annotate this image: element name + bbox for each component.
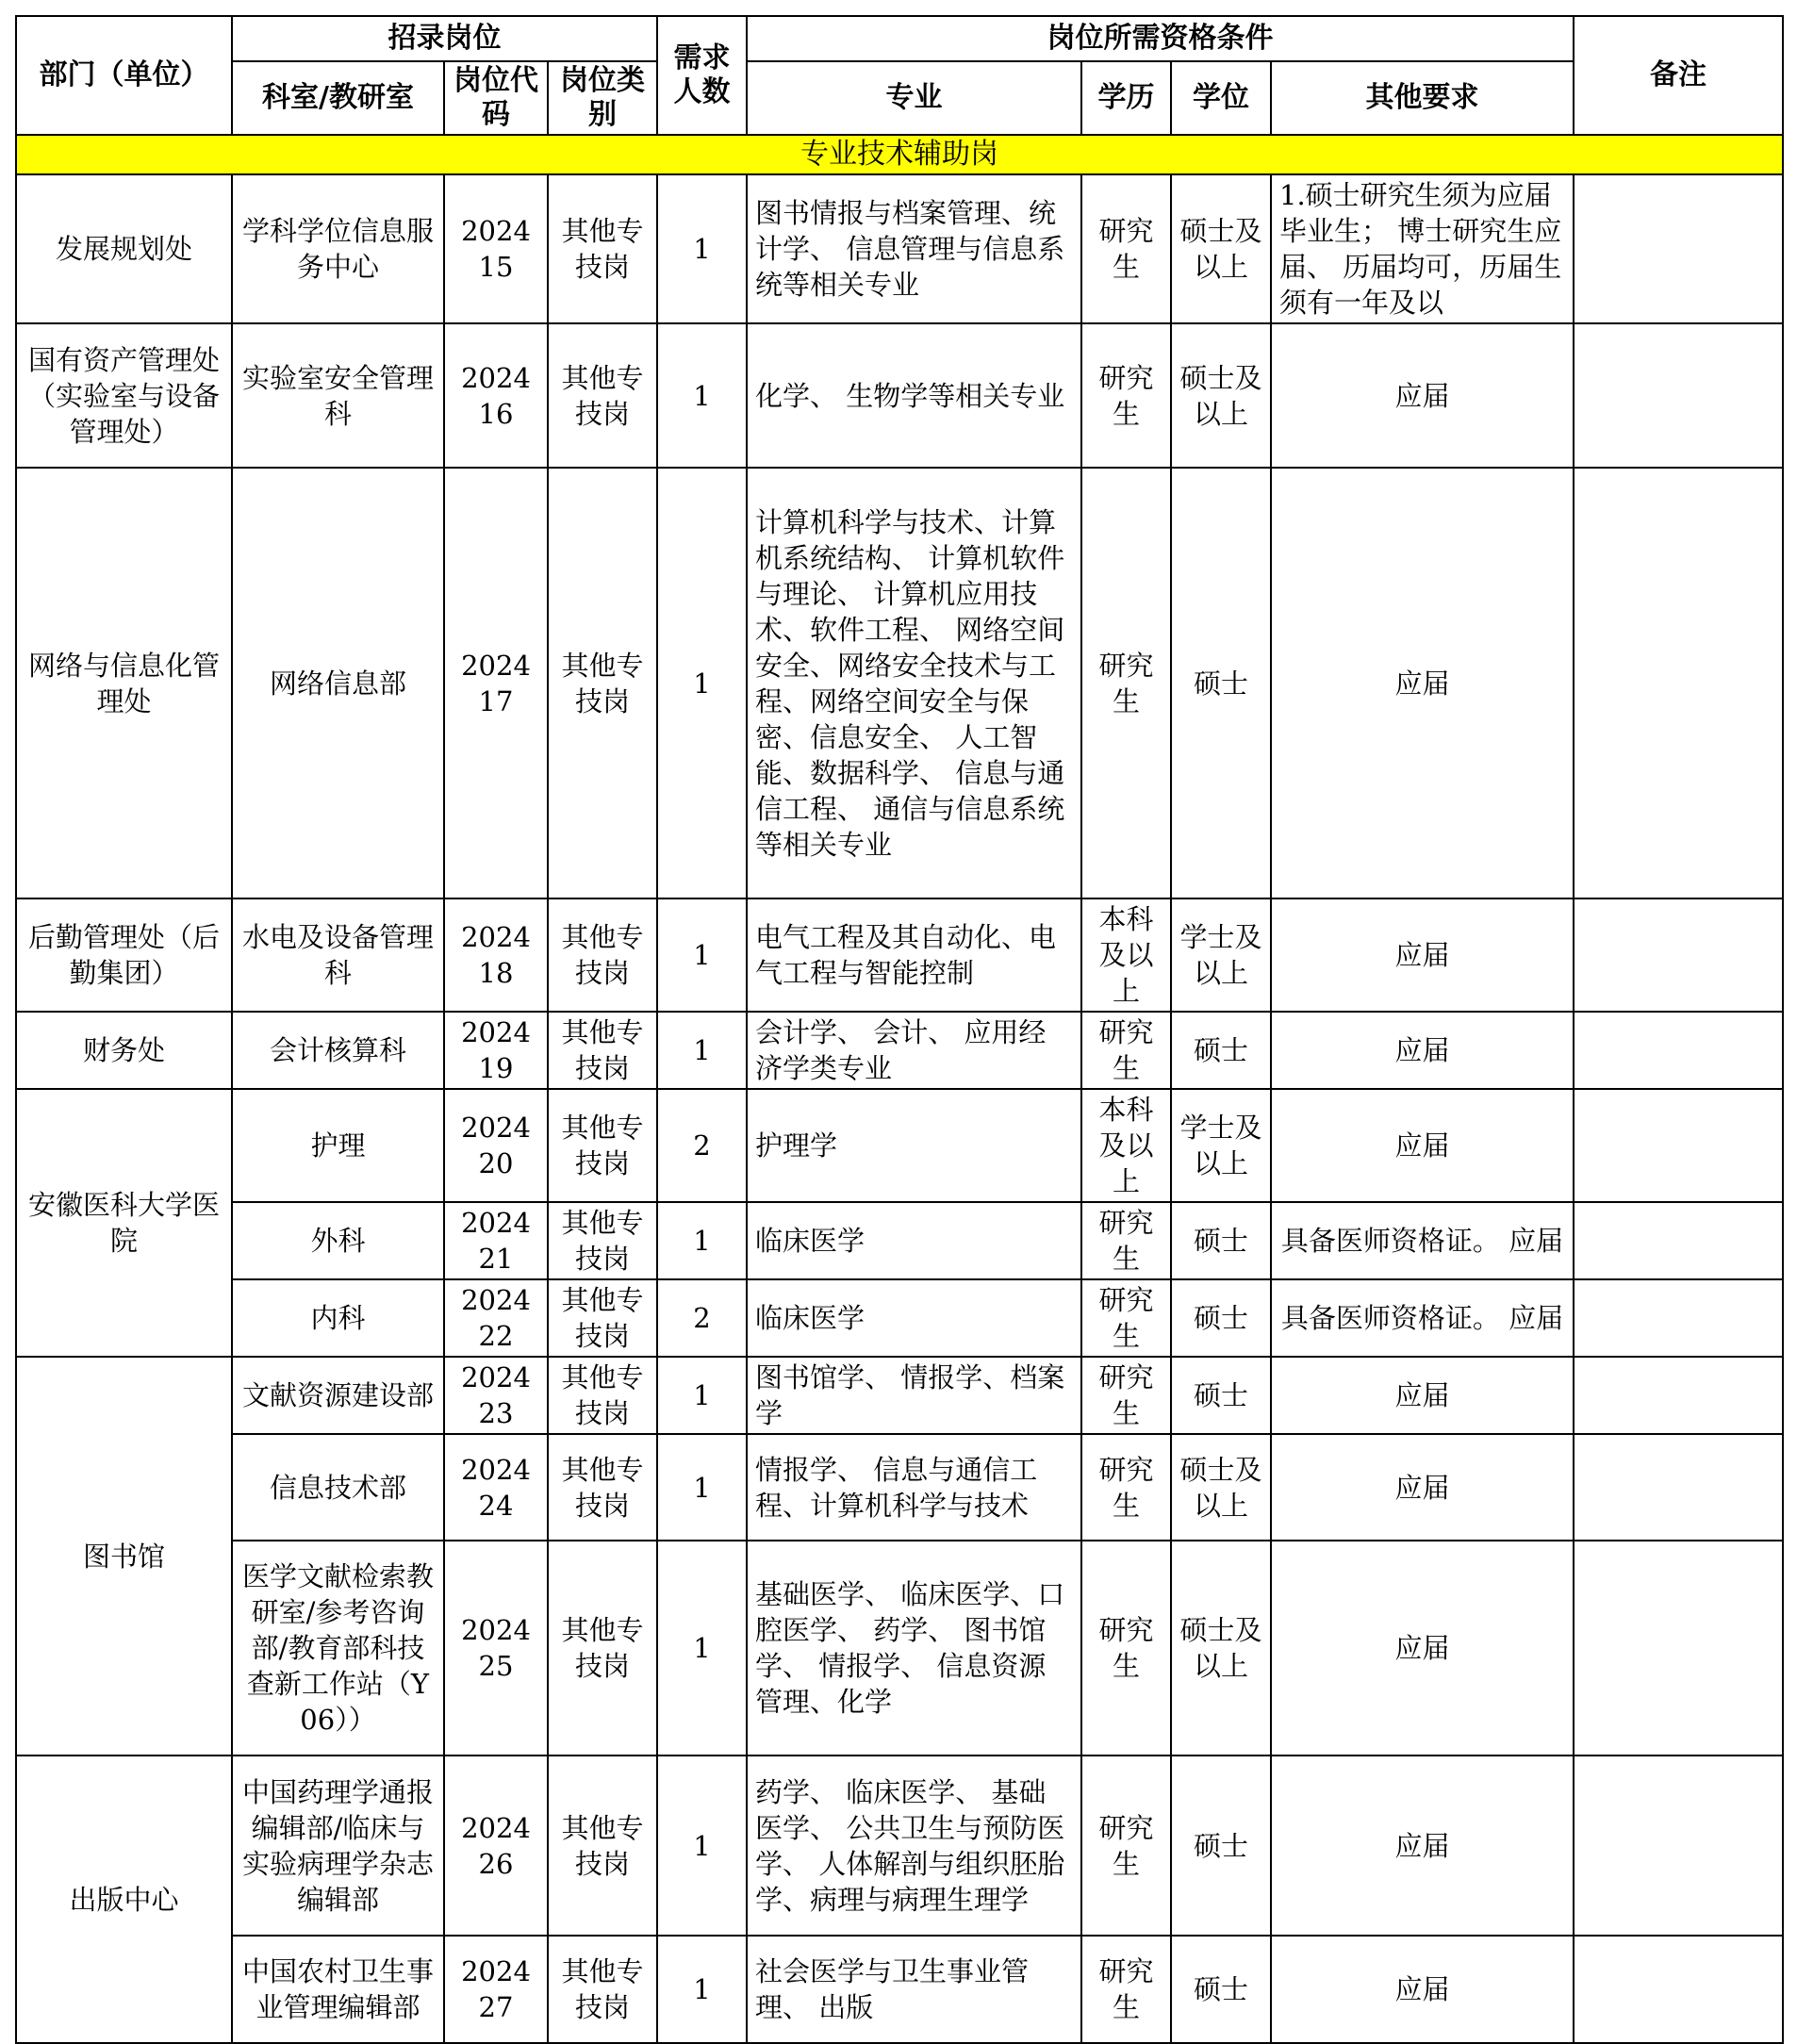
major-cell: 会计学、 会计、 应用经济学类专业	[747, 1012, 1081, 1089]
count-cell: 1	[657, 323, 747, 468]
degree-cell: 硕士及以上	[1171, 1541, 1271, 1756]
type-cell: 其他专技岗	[548, 1202, 657, 1279]
count-cell: 2	[657, 1279, 747, 1357]
type-cell: 其他专技岗	[548, 898, 657, 1012]
other-cell: 应届	[1271, 1012, 1574, 1089]
type-cell: 其他专技岗	[548, 468, 657, 898]
table-row	[16, 1541, 1783, 1756]
other-cell: 应届	[1271, 1357, 1574, 1434]
degree-cell: 硕士及以上	[1171, 1434, 1271, 1541]
code-cell: 202425	[444, 1541, 548, 1756]
other-cell: 1.硕士研究生须为应届毕业生； 博士研究生应届、 历届均可，历届生须有一年及以	[1271, 174, 1574, 323]
count-cell: 1	[657, 1936, 747, 2043]
major-cell: 社会医学与卫生事业管理、 出版	[747, 1936, 1081, 2043]
other-cell: 应届	[1271, 898, 1574, 1012]
other-cell: 应届	[1271, 1089, 1574, 1202]
office-cell: 外科	[232, 1202, 444, 1279]
count-cell: 1	[657, 1012, 747, 1089]
type-cell: 其他专技岗	[548, 1012, 657, 1089]
dept-cell: 出版中心	[16, 1756, 232, 2043]
type-cell: 其他专技岗	[548, 323, 657, 468]
degree-cell: 硕士	[1171, 1936, 1271, 2043]
code-cell: 202417	[444, 468, 548, 898]
edu-cell: 研究生	[1081, 1936, 1171, 2043]
major-cell: 药学、 临床医学、 基础医学、 公共卫生与预防医学、 人体解剖与组织胚胎学、病理与病理生理学	[747, 1756, 1081, 1936]
table-row	[16, 323, 1783, 468]
degree-cell: 硕士及以上	[1171, 323, 1271, 468]
table-row	[16, 1089, 1783, 1202]
type-cell: 其他专技岗	[548, 174, 657, 323]
note-cell	[1574, 174, 1783, 323]
other-cell: 应届	[1271, 468, 1574, 898]
major-cell: 电气工程及其自动化、电气工程与智能控制	[747, 898, 1081, 1012]
header-type: 岗位类别	[548, 61, 657, 135]
note-cell	[1574, 1202, 1783, 1279]
degree-cell: 硕士	[1171, 1357, 1271, 1434]
note-cell	[1574, 1541, 1783, 1756]
edu-cell: 研究生	[1081, 1279, 1171, 1357]
table-row	[16, 898, 1783, 1012]
office-cell: 护理	[232, 1089, 444, 1202]
edu-cell: 研究生	[1081, 174, 1171, 323]
major-cell: 临床医学	[747, 1202, 1081, 1279]
count-cell: 1	[657, 1756, 747, 1936]
recruitment-table	[15, 15, 1784, 2044]
note-cell	[1574, 898, 1783, 1012]
header-office: 科室/教研室	[232, 61, 444, 135]
note-cell	[1574, 323, 1783, 468]
header-degree: 学位	[1171, 61, 1271, 135]
degree-cell: 学士及以上	[1171, 898, 1271, 1012]
table-row	[16, 174, 1783, 323]
dept-cell: 后勤管理处（后勤集团）	[16, 898, 232, 1012]
other-cell: 应届	[1271, 1541, 1574, 1756]
office-cell: 中国农村卫生事业管理编辑部	[232, 1936, 444, 2043]
header-count: 需求人数	[657, 16, 747, 135]
header-edu: 学历	[1081, 61, 1171, 135]
count-cell: 1	[657, 174, 747, 323]
other-cell: 应届	[1271, 1936, 1574, 2043]
major-cell: 临床医学	[747, 1279, 1081, 1357]
header-recruit-group: 招录岗位	[232, 16, 657, 61]
office-cell: 信息技术部	[232, 1434, 444, 1541]
type-cell: 其他专技岗	[548, 1357, 657, 1434]
edu-cell: 本科及以上	[1081, 1089, 1171, 1202]
major-cell: 图书情报与档案管理、统计学、 信息管理与信息系统等相关专业	[747, 174, 1081, 323]
type-cell: 其他专技岗	[548, 1089, 657, 1202]
edu-cell: 本科及以上	[1081, 898, 1171, 1012]
code-cell: 202415	[444, 174, 548, 323]
dept-cell: 图书馆	[16, 1357, 232, 1756]
table-row	[16, 1202, 1783, 1279]
office-cell: 实验室安全管理科	[232, 323, 444, 468]
table-row	[16, 468, 1783, 898]
code-cell: 202420	[444, 1089, 548, 1202]
note-cell	[1574, 1756, 1783, 1936]
other-cell: 应届	[1271, 1756, 1574, 1936]
major-cell: 图书馆学、 情报学、档案学	[747, 1357, 1081, 1434]
office-cell: 学科学位信息服务中心	[232, 174, 444, 323]
other-cell: 具备医师资格证。 应届	[1271, 1202, 1574, 1279]
degree-cell: 硕士	[1171, 1756, 1271, 1936]
note-cell	[1574, 468, 1783, 898]
edu-cell: 研究生	[1081, 1202, 1171, 1279]
other-cell: 应届	[1271, 323, 1574, 468]
type-cell: 其他专技岗	[548, 1434, 657, 1541]
table-row	[16, 1756, 1783, 1936]
major-cell: 护理学	[747, 1089, 1081, 1202]
type-cell: 其他专技岗	[548, 1756, 657, 1936]
header-major: 专业	[747, 61, 1081, 135]
major-cell: 情报学、 信息与通信工程、计算机科学与技术	[747, 1434, 1081, 1541]
code-cell: 202424	[444, 1434, 548, 1541]
dept-cell: 发展规划处	[16, 174, 232, 323]
category-label: 专业技术辅助岗	[16, 135, 1783, 174]
major-cell: 基础医学、 临床医学、口腔医学、 药学、 图书馆学、 情报学、 信息资源管理、化学	[747, 1541, 1081, 1756]
code-cell: 202427	[444, 1936, 548, 2043]
major-cell: 化学、 生物学等相关专业	[747, 323, 1081, 468]
count-cell: 1	[657, 898, 747, 1012]
header-note: 备注	[1574, 16, 1783, 135]
note-cell	[1574, 1012, 1783, 1089]
code-cell: 202423	[444, 1357, 548, 1434]
edu-cell: 研究生	[1081, 1012, 1171, 1089]
count-cell: 1	[657, 1434, 747, 1541]
degree-cell: 硕士	[1171, 1202, 1271, 1279]
office-cell: 中国药理学通报编辑部/临床与实验病理学杂志编辑部	[232, 1756, 444, 1936]
code-cell: 202416	[444, 323, 548, 468]
header-dept: 部门（单位）	[16, 16, 232, 135]
note-cell	[1574, 1279, 1783, 1357]
header-row-1	[16, 16, 1783, 61]
dept-cell: 网络与信息化管理处	[16, 468, 232, 898]
office-cell: 会计核算科	[232, 1012, 444, 1089]
edu-cell: 研究生	[1081, 1357, 1171, 1434]
edu-cell: 研究生	[1081, 468, 1171, 898]
major-cell: 计算机科学与技术、计算机系统结构、 计算机软件与理论、 计算机应用技术、软件工程、 网络空间安全、网络安全技术与工程、网络空间安全与保密、信息安全、 人工智能、数据科学、 信息与通信工程、 通信与信息系统等相关专业	[747, 468, 1081, 898]
type-cell: 其他专技岗	[548, 1279, 657, 1357]
type-cell: 其他专技岗	[548, 1541, 657, 1756]
degree-cell: 学士及以上	[1171, 1089, 1271, 1202]
other-cell: 应届	[1271, 1434, 1574, 1541]
code-cell: 202419	[444, 1012, 548, 1089]
office-cell: 医学文献检索教研室/参考咨询部/教育部科技查新工作站（Y06））	[232, 1541, 444, 1756]
header-qual-group: 岗位所需资格条件	[747, 16, 1574, 61]
code-cell: 202422	[444, 1279, 548, 1357]
note-cell	[1574, 1936, 1783, 2043]
degree-cell: 硕士	[1171, 1012, 1271, 1089]
table-row	[16, 1936, 1783, 2043]
degree-cell: 硕士	[1171, 1279, 1271, 1357]
edu-cell: 研究生	[1081, 1541, 1171, 1756]
dept-cell: 安徽医科大学医院	[16, 1089, 232, 1357]
count-cell: 1	[657, 468, 747, 898]
table-row	[16, 1357, 1783, 1434]
edu-cell: 研究生	[1081, 1756, 1171, 1936]
table-row	[16, 1279, 1783, 1357]
code-cell: 202421	[444, 1202, 548, 1279]
type-cell: 其他专技岗	[548, 1936, 657, 2043]
degree-cell: 硕士	[1171, 468, 1271, 898]
office-cell: 水电及设备管理科	[232, 898, 444, 1012]
dept-cell: 国有资产管理处（实验室与设备管理处）	[16, 323, 232, 468]
header-other: 其他要求	[1271, 61, 1574, 135]
code-cell: 202418	[444, 898, 548, 1012]
degree-cell: 硕士及以上	[1171, 174, 1271, 323]
category-row	[16, 135, 1783, 174]
count-cell: 2	[657, 1089, 747, 1202]
office-cell: 网络信息部	[232, 468, 444, 898]
office-cell: 内科	[232, 1279, 444, 1357]
count-cell: 1	[657, 1541, 747, 1756]
table-row	[16, 1012, 1783, 1089]
dept-cell: 财务处	[16, 1012, 232, 1089]
table-row	[16, 1434, 1783, 1541]
note-cell	[1574, 1434, 1783, 1541]
count-cell: 1	[657, 1202, 747, 1279]
header-row-2	[16, 61, 1783, 135]
count-cell: 1	[657, 1357, 747, 1434]
note-cell	[1574, 1089, 1783, 1202]
office-cell: 文献资源建设部	[232, 1357, 444, 1434]
header-code: 岗位代码	[444, 61, 548, 135]
edu-cell: 研究生	[1081, 1434, 1171, 1541]
edu-cell: 研究生	[1081, 323, 1171, 468]
code-cell: 202426	[444, 1756, 548, 1936]
other-cell: 具备医师资格证。 应届	[1271, 1279, 1574, 1357]
note-cell	[1574, 1357, 1783, 1434]
